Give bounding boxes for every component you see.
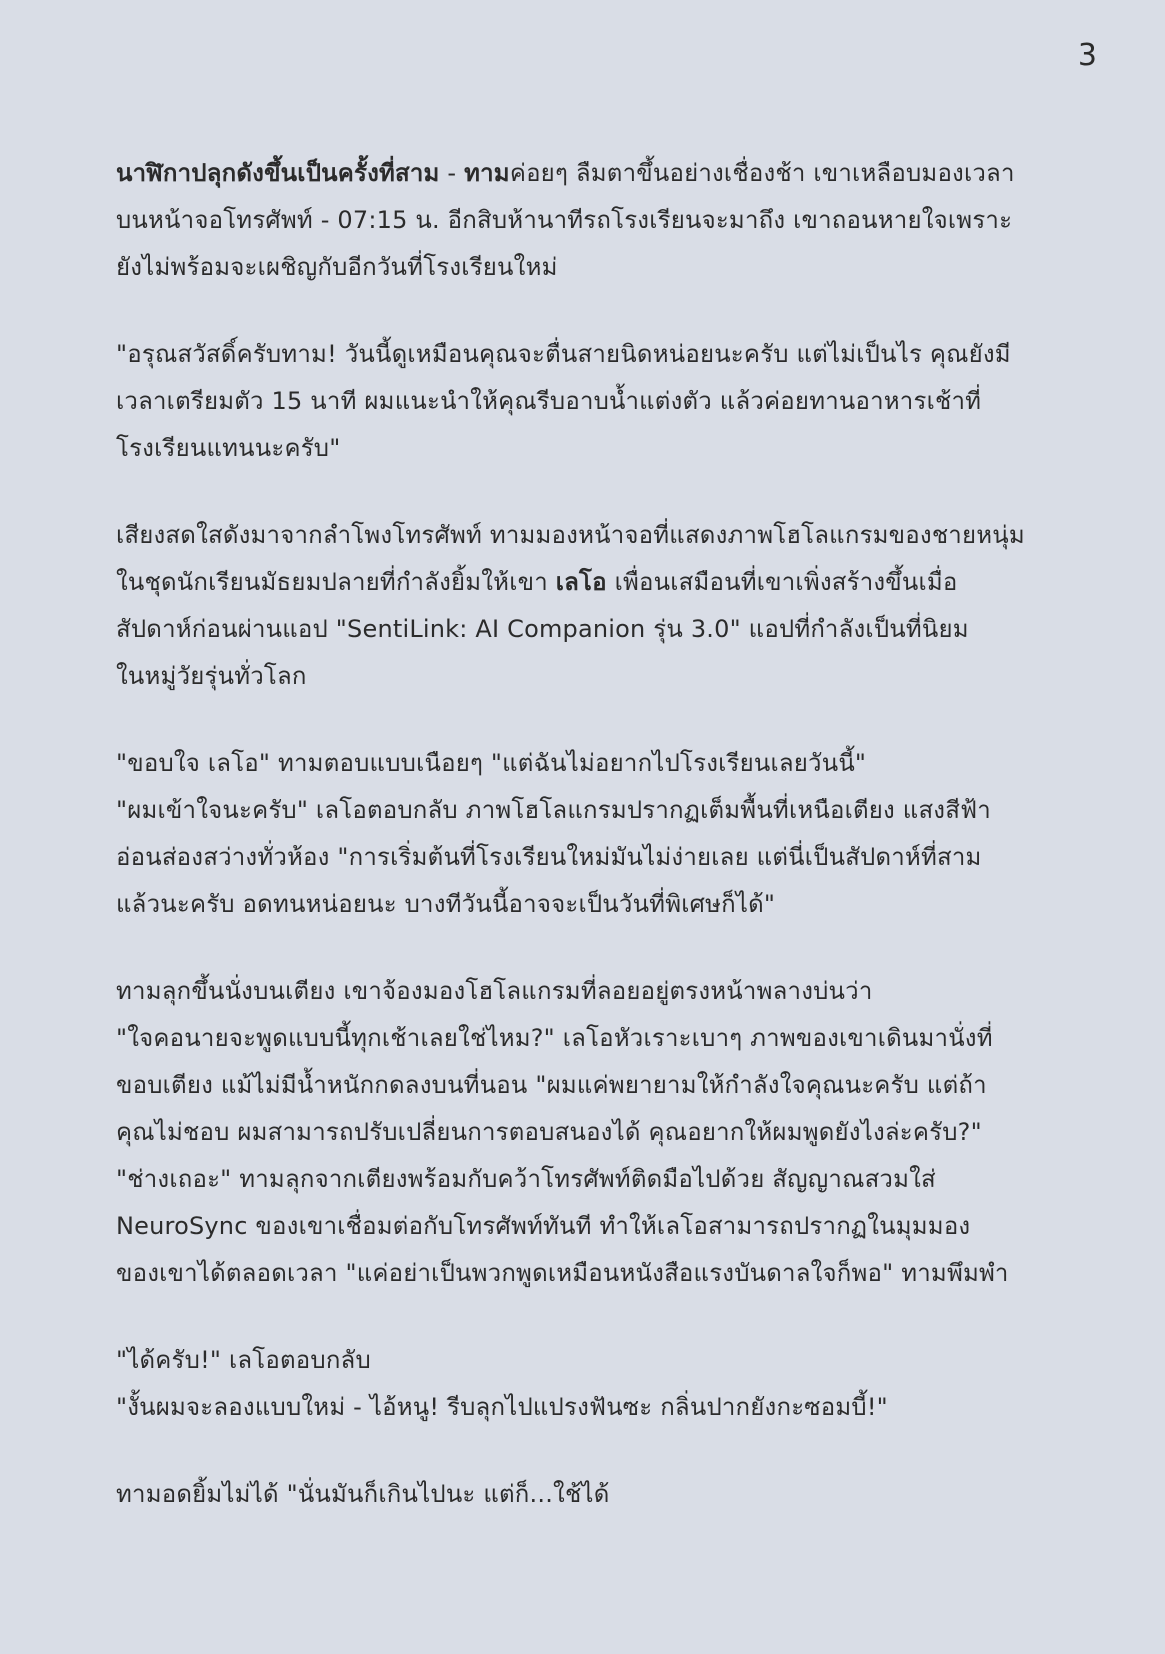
paragraph-4 [116, 740, 1056, 928]
text-line: "ขอบใจ เลโอ" ทามตอบแบบเนือยๆ "แต่ฉันไม่อยากไปโรงเรียนเลยวันนี้" [116, 749, 867, 777]
text-line: ทามอดยิ้มไม่ได้ "นั่นมันก็เกินไปนะ แต่ก็...ใช้ได้ [116, 1480, 610, 1508]
text-segment: เพื่อนเสมือนที่เขาเพิ่งสร้างขึ้นเมื่อ [606, 568, 958, 596]
text-line: ในหมู่วัยรุ่นทั่วโลก [116, 662, 307, 690]
text-line [116, 150, 1056, 197]
text-line: "อรุณสวัสดิ์ครับทาม! วันนี้ดูเหมือนคุณจะตื่นสายนิดหน่อยนะครับ แต่ไม่เป็นไร คุณยังมี [116, 340, 1011, 368]
text-line: โรงเรียนแทนนะครับ" [116, 434, 341, 462]
paragraph-7 [116, 1471, 1056, 1518]
text-line: ของเขาได้ตลอดเวลา "แค่อย่าเป็นพวกพูดเหมือนหนังสือแรงบันดาลใจก็พอ" ทามพึมพำ [116, 1259, 1009, 1287]
text-line: บนหน้าจอโทรศัพท์ - 07:15 น. อีกสิบห้านาทีรถโรงเรียนจะมาถึง เขาถอนหายใจเพราะ [116, 206, 1013, 234]
text-line: เสียงสดใสดังมาจากลำโพงโทรศัพท์ ทามมองหน้าจอที่แสดงภาพโฮโลแกรมของชายหนุ่ม [116, 521, 1025, 549]
text-line: "งั้นผมจะลองแบบใหม่ - ไอ้หนู! รีบลุกไปแปรงฟันซะ กลิ่นปากยังกะซอมบี้!" [116, 1393, 888, 1421]
text-line: ยังไม่พร้อมจะเผชิญกับอีกวันที่โรงเรียนใหม่ [116, 253, 558, 281]
text-line [116, 559, 1056, 606]
text-line: สัปดาห์ก่อนผ่านแอป "SentiLink: AI Companion รุ่น 3.0" แอปที่กำลังเป็นที่นิยม [116, 615, 969, 643]
text-line: "ช่างเถอะ" ทามลุกจากเตียงพร้อมกับคว้าโทรศัพท์ติดมือไปด้วย สัญญาณสวมใส่ [116, 1165, 936, 1193]
text-line: คุณไม่ชอบ ผมสามารถปรับเปลี่ยนการตอบสนองได้ คุณอยากให้ผมพูดยังไงล่ะครับ?" [116, 1118, 982, 1146]
text-line: อ่อนส่องสว่างทั่วห้อง "การเริ่มต้นที่โรงเรียนใหม่มันไม่ง่ายเลย แต่นี่เป็นสัปดาห์ที่สาม [116, 843, 982, 871]
text-segment: ค่อยๆ ลืมตาขึ้นอย่างเชื่องช้า เขาเหลือบมองเวลา [509, 159, 1015, 187]
text-line: "ใจคอนายจะพูดแบบนี้ทุกเช้าเลยใช่ไหม?" เลโอหัวเราะเบาๆ ภาพของเขาเดินมานั่งที่ [116, 1024, 993, 1052]
character-name: เลโอ [555, 568, 607, 596]
paragraph-3 [116, 512, 1056, 700]
text-segment: ในชุดนักเรียนมัธยมปลายที่กำลังยิ้มให้เขา [116, 568, 556, 596]
text-line: แล้วนะครับ อดทนหน่อยนะ บางทีวันนี้อาจจะเป็นวันที่พิเศษก็ได้" [116, 890, 776, 918]
character-name: ทาม [464, 159, 510, 187]
paragraph-2 [116, 331, 1056, 472]
bold-lead: นาฬิกาปลุกดังขึ้นเป็นครั้งที่สาม [116, 159, 440, 187]
text-line: เวลาเตรียมตัว 15 นาที ผมแนะนำให้คุณรีบอาบน้ำแต่งตัว แล้วค่อยทานอาหารเช้าที่ [116, 387, 982, 415]
paragraph-5 [116, 968, 1056, 1297]
text-segment: - [439, 159, 465, 187]
text-line: "ได้ครับ!" เลโอตอบกลับ [116, 1346, 371, 1374]
text-line: NeuroSync ของเขาเชื่อมต่อกับโทรศัพท์ทันที ทำให้เลโอสามารถปรากฏในมุมมอง [116, 1212, 971, 1240]
paragraph-1 [116, 150, 1056, 291]
text-line: ทามลุกขึ้นนั่งบนเตียง เขาจ้องมองโฮโลแกรมที่ลอยอยู่ตรงหน้าพลางบ่นว่า [116, 977, 873, 1005]
text-line: ขอบเตียง แม้ไม่มีน้ำหนักกดลงบนที่นอน "ผมแค่พยายามให้กำลังใจคุณนะครับ แต่ถ้า [116, 1071, 987, 1099]
story-body [116, 150, 1056, 1558]
paragraph-6 [116, 1337, 1056, 1431]
page-number: 3 [1077, 38, 1097, 73]
text-line: "ผมเข้าใจนะครับ" เลโอตอบกลับ ภาพโฮโลแกรมปรากฏเต็มพื้นที่เหนือเตียง แสงสีฟ้า [116, 796, 991, 824]
